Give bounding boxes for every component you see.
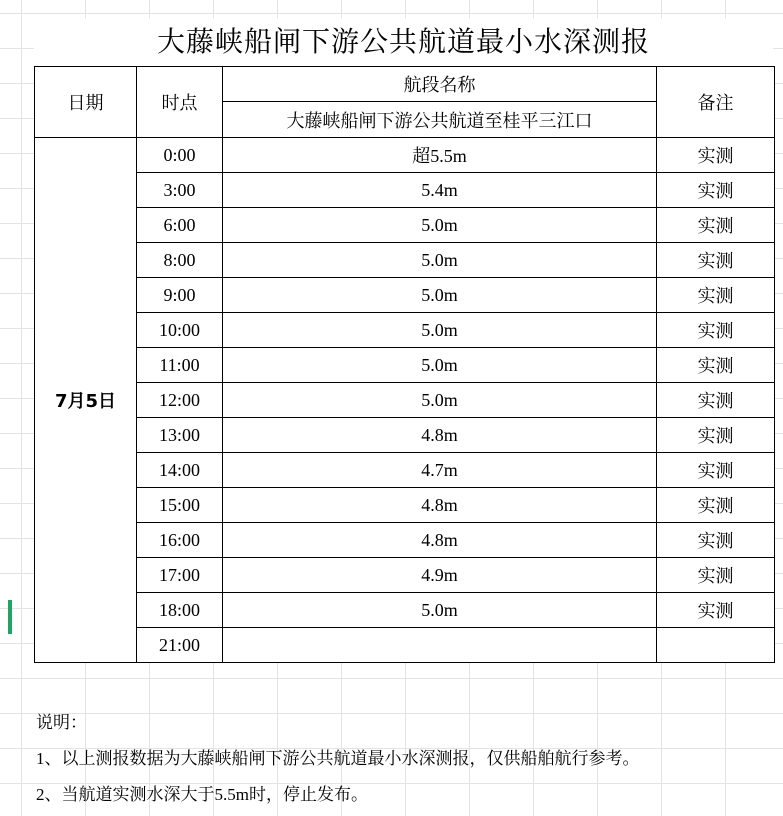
- date-cell: 7月5日: [35, 138, 137, 663]
- remark-cell: 实测: [657, 383, 775, 418]
- time-cell: 11:00: [137, 348, 223, 383]
- time-cell: 12:00: [137, 383, 223, 418]
- header-time: 时点: [137, 67, 223, 138]
- depth-cell: 5.0m: [223, 383, 657, 418]
- table-row: [35, 593, 775, 628]
- table-body: [35, 138, 775, 663]
- remark-cell: 实测: [657, 208, 775, 243]
- active-row-marker: [8, 600, 12, 634]
- time-cell: 16:00: [137, 523, 223, 558]
- depth-report-table: [34, 66, 775, 663]
- header-remark: 备注: [657, 67, 775, 138]
- depth-cell: 超5.5m: [223, 138, 657, 173]
- depth-cell: 5.0m: [223, 278, 657, 313]
- header-segment-label: 航段名称: [223, 67, 657, 102]
- depth-cell: 5.0m: [223, 593, 657, 628]
- header-row-1: [35, 67, 775, 102]
- remark-cell: 实测: [657, 278, 775, 313]
- depth-cell: 4.8m: [223, 418, 657, 453]
- depth-cell: 4.8m: [223, 523, 657, 558]
- time-cell: 8:00: [137, 243, 223, 278]
- remark-cell: [657, 628, 775, 663]
- page-title: 大藤峡船闸下游公共航道最小水深测报: [34, 18, 773, 66]
- time-cell: 6:00: [137, 208, 223, 243]
- remark-cell: 实测: [657, 523, 775, 558]
- depth-cell: 4.9m: [223, 558, 657, 593]
- time-cell: 17:00: [137, 558, 223, 593]
- time-cell: 10:00: [137, 313, 223, 348]
- depth-cell: 5.0m: [223, 208, 657, 243]
- time-cell: 13:00: [137, 418, 223, 453]
- remark-cell: 实测: [657, 313, 775, 348]
- remark-cell: 实测: [657, 453, 775, 488]
- table-row: [35, 173, 775, 208]
- table-row: [35, 278, 775, 313]
- time-cell: 9:00: [137, 278, 223, 313]
- remark-cell: 实测: [657, 488, 775, 523]
- remark-cell: 实测: [657, 348, 775, 383]
- remark-cell: 实测: [657, 418, 775, 453]
- depth-cell: 4.7m: [223, 453, 657, 488]
- time-cell: 21:00: [137, 628, 223, 663]
- remark-cell: 实测: [657, 593, 775, 628]
- table-row: [35, 383, 775, 418]
- header-segment-name: 大藤峡船闸下游公共航道至桂平三江口: [223, 102, 657, 138]
- table-row: [35, 138, 775, 173]
- depth-cell: 5.4m: [223, 173, 657, 208]
- depth-cell: 5.0m: [223, 243, 657, 278]
- table-row: [35, 453, 775, 488]
- header-date: 日期: [35, 67, 137, 138]
- remark-cell: 实测: [657, 138, 775, 173]
- notes-section: [36, 708, 776, 816]
- note-item-1: 1、以上测报数据为大藤峡船闸下游公共航道最小水深测报，仅供船舶航行参考。: [36, 749, 640, 768]
- depth-cell: 5.0m: [223, 313, 657, 348]
- table-row: [35, 418, 775, 453]
- depth-cell: [223, 628, 657, 663]
- remark-cell: 实测: [657, 243, 775, 278]
- time-cell: 3:00: [137, 173, 223, 208]
- time-cell: 15:00: [137, 488, 223, 523]
- table-row: [35, 523, 775, 558]
- table-row: [35, 313, 775, 348]
- remark-cell: 实测: [657, 173, 775, 208]
- table-row: [35, 348, 775, 383]
- table-row: [35, 558, 775, 593]
- depth-cell: 5.0m: [223, 348, 657, 383]
- time-cell: 0:00: [137, 138, 223, 173]
- table-row: [35, 243, 775, 278]
- table-row: [35, 488, 775, 523]
- time-cell: 14:00: [137, 453, 223, 488]
- note-item-2: 2、当航道实测水深大于5.5m时，停止发布。: [36, 785, 368, 804]
- remark-cell: 实测: [657, 558, 775, 593]
- notes-heading: 说明：: [36, 713, 87, 732]
- table-row: [35, 208, 775, 243]
- time-cell: 18:00: [137, 593, 223, 628]
- depth-cell: 4.8m: [223, 488, 657, 523]
- table-row: [35, 628, 775, 663]
